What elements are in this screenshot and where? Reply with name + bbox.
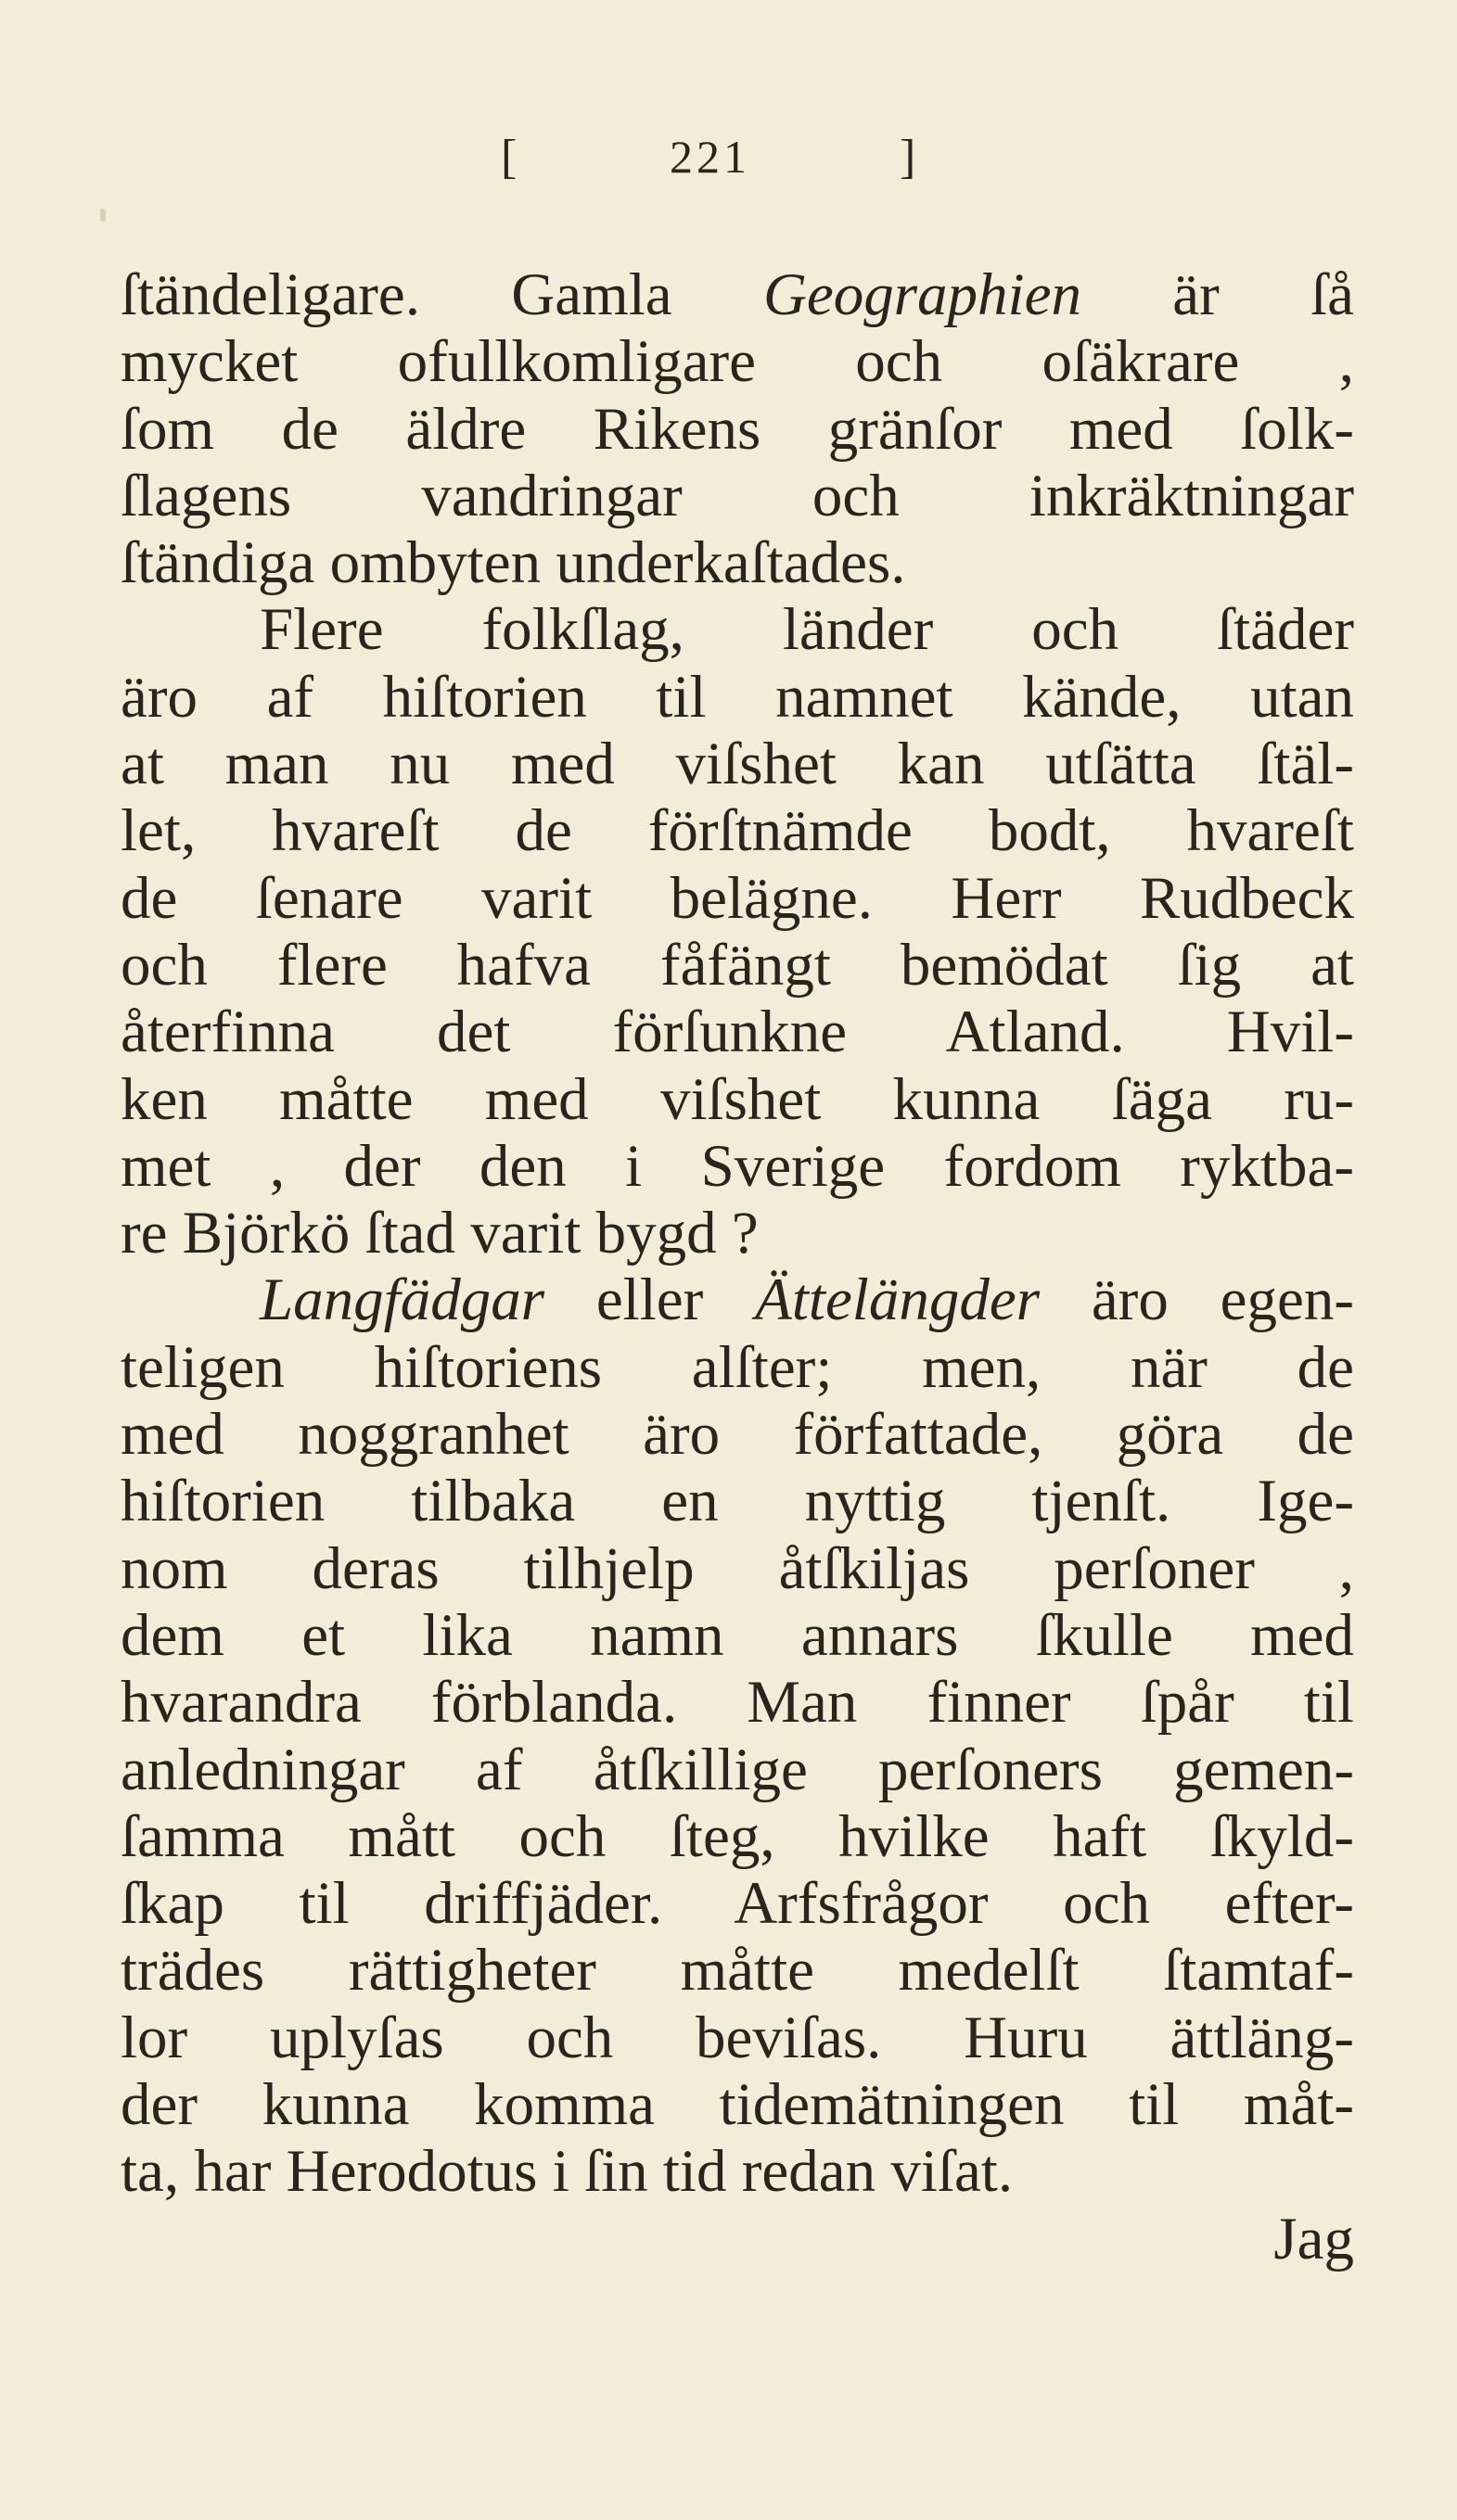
text-line-28: der kunna komma tidemätningen til måt- — [121, 2071, 1354, 2139]
text-line-14: met , der den i Sverige fordom ryktba- — [121, 1132, 1354, 1200]
text-line-2: mycket ofullkomligare och oſäkrare , — [121, 328, 1354, 396]
catchword: Jag — [1273, 2205, 1354, 2272]
body-text — [121, 261, 1354, 2272]
page-number: 221 — [670, 131, 750, 183]
text-line-8: at man nu med viſshet kan utſätta ſtäl- — [121, 731, 1354, 798]
page-header — [501, 130, 946, 204]
text-line-9: let, hvareſt de förſtnämde bodt, hvareſt — [121, 797, 1354, 865]
text-line-16: Langfädgar eller Ättelängder äro egen- — [260, 1266, 1354, 1334]
header-bracket-right: ] — [900, 131, 918, 184]
text-line-17: teligen hiſtoriens alſter; men, när de — [121, 1333, 1354, 1401]
text-line-3: ſom de äldre Rikens gränſor med ſolk- — [121, 395, 1354, 463]
text-line-18: med noggranhet äro författade, göra de — [121, 1401, 1354, 1469]
text-line-25: ſkap til driffjäder. Arfsfrågor och efter- — [121, 1870, 1354, 1938]
header-bracket-left: [ — [501, 131, 519, 184]
text-line-6: Flere folkſlag, länder och ſtäder — [260, 596, 1354, 664]
text-line-20: nom deras tilhjelp åtſkiljas perſoner , — [121, 1534, 1354, 1602]
text-line-24: ſamma mått och ſteg, hvilke haft ſkyld- — [121, 1802, 1354, 1870]
ink-speck — [100, 209, 106, 222]
text-line-7: äro af hiſtorien til namnet kände, utan — [121, 663, 1354, 731]
text-line-13: ken måtte med viſshet kunna ſäga ru- — [121, 1065, 1354, 1133]
text-line-26: trädes rättigheter måtte medelſt ſtamtaf- — [121, 1937, 1354, 2005]
text-line-29: ta, har Herodotus i ſin tid redan viſat. — [121, 2138, 1014, 2206]
text-line-27: lor uplyſas och beviſas. Huru ättläng- — [121, 2004, 1354, 2071]
text-line-22: hvarandra förblanda. Man finner ſpår til — [121, 1669, 1354, 1737]
text-line-12: återfinna det förſunkne Atland. Hvil- — [121, 999, 1354, 1066]
text-line-1: ſtändeligare. Gamla Geographien är ſå — [121, 261, 1355, 328]
text-line-10: de ſenare varit belägne. Herr Rudbeck — [121, 864, 1354, 932]
text-line-23: anledningar af åtſkillige perſoners gemen- — [121, 1736, 1354, 1803]
text-line-19: hiſtorien tilbaka en nyttig tjenſt. Ige- — [121, 1468, 1354, 1535]
text-line-21: dem et lika namn annars ſkulle med — [121, 1601, 1354, 1669]
text-line-4: ſlagens vandringar och inkräktningar — [121, 462, 1354, 529]
text-line-5: ſtändiga ombyten underkaſtades. — [121, 529, 906, 597]
text-line-15: re Björkö ſtad varit bygd ? — [121, 1200, 759, 1267]
text-line-11: och flere hafva fåfängt bemödat ſig at — [121, 931, 1354, 999]
